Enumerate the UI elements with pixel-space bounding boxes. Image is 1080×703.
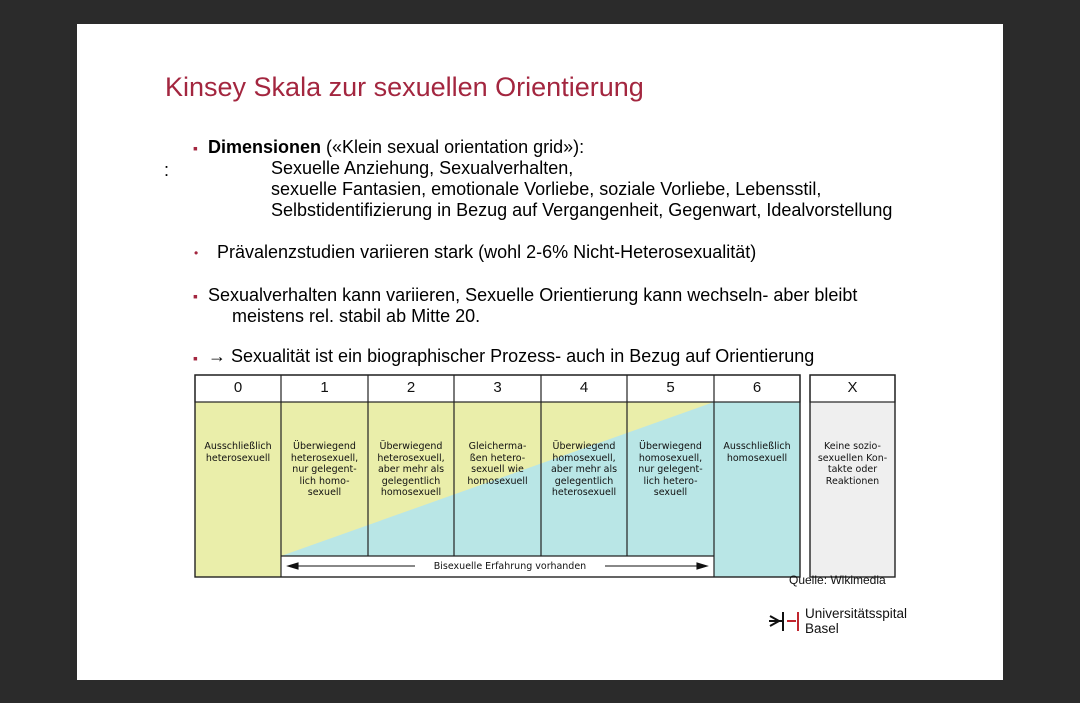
scale-cell-6 — [714, 441, 800, 464]
scale-header-4: 4 — [579, 379, 589, 396]
cell-line: sexuell — [307, 487, 342, 498]
bullet-marker: ▪ — [193, 350, 198, 366]
cell-line: nur gelegent- — [638, 464, 703, 475]
scale-header-1: 1 — [320, 379, 329, 396]
cell-line: sexuell wie — [471, 464, 524, 475]
cell-line: lich homo- — [299, 475, 350, 487]
cell-line: sexuellen Kon- — [817, 452, 888, 464]
cell-line: gelegentlich — [554, 475, 614, 487]
kinsey-scale-table — [194, 374, 896, 578]
bullet-dimensionen — [208, 137, 584, 158]
cell-line: heterosexuell, — [377, 452, 445, 464]
cell-line: Ausschließlich — [204, 441, 272, 452]
cell-line: lich hetero- — [643, 475, 698, 487]
bullet-continuation: meistens rel. stabil ab Mitte 20. — [232, 306, 481, 326]
homo-area-col6 — [714, 402, 800, 577]
slide-title: Kinsey Skala zur sexuellen Orientierung — [165, 72, 644, 102]
scale-cell-0 — [195, 441, 281, 464]
sub-line: Selbstidentifizierung in Bezug auf Vergangenheit, Gegenwart, Idealvorstellung — [271, 200, 893, 220]
cell-line: homosexuell — [380, 487, 442, 498]
hospital-logo — [767, 604, 927, 638]
cell-line: Gleicherma- — [468, 441, 527, 452]
bullet-bold-label: Dimensionen — [208, 137, 322, 157]
cell-line: aber mehr als — [550, 464, 618, 475]
scale-header-x: X — [847, 379, 858, 396]
scale-header-5: 5 — [666, 379, 675, 396]
cell-line: heterosexuell, — [290, 452, 359, 464]
sub-line: sexuelle Fantasien, emotionale Vorliebe, soziale Vorliebe, Lebensstil, — [271, 179, 822, 199]
cell-line: heterosexuell — [551, 487, 617, 498]
cell-line: homosexuell — [726, 452, 788, 464]
none-area — [810, 402, 895, 577]
scale-header-2: 2 — [406, 379, 416, 396]
cell-line: Überwiegend — [639, 441, 702, 452]
bullet-marker: ▪ — [193, 140, 198, 156]
cell-line: Überwiegend — [552, 441, 616, 452]
scale-header-0: 0 — [233, 379, 243, 396]
cell-line: ßen hetero- — [469, 452, 526, 464]
bullet-marker: ▪ — [193, 288, 198, 304]
scale-cell-3 — [454, 441, 541, 487]
sub-line: Sexuelle Anziehung, Sexualverhalten, — [271, 158, 574, 178]
scale-cell-x — [810, 441, 895, 487]
cell-line: sexuell — [653, 487, 688, 498]
scale-cell-5 — [627, 441, 714, 499]
cell-line: gelegentlich — [381, 475, 441, 487]
cell-line: homosexuell, — [638, 452, 703, 464]
scale-cell-4 — [541, 441, 627, 499]
scale-cell-1 — [281, 441, 368, 499]
scale-header-3: 3 — [493, 379, 502, 396]
logo-line-1: Universitätsspital — [805, 606, 908, 621]
usb-logo-icon — [767, 604, 801, 638]
cell-line: Ausschließlich — [723, 441, 791, 452]
cell-line: Reaktionen — [825, 475, 880, 487]
scale-cell-2 — [368, 441, 454, 499]
margin-mark: : — [164, 160, 170, 180]
cell-line: Überwiegend — [379, 441, 443, 452]
cell-line: homosexuell, — [552, 452, 616, 464]
source-caption: Quelle: Wikimedia — [789, 573, 886, 587]
bullet-praevalenz: Prävalenzstudien variieren stark (wohl 2-6% Nicht-Heterosexualität) — [217, 242, 757, 262]
cell-line: aber mehr als — [377, 464, 445, 475]
cell-line: heterosexuell — [205, 452, 271, 464]
cell-line: homosexuell — [467, 475, 528, 487]
bisexual-arrow-label: Bisexuelle Erfahrung vorhanden — [415, 561, 605, 572]
scale-header-6: 6 — [752, 379, 762, 396]
bullet-marker: • — [194, 246, 199, 260]
cell-line: takte oder — [827, 464, 878, 475]
logo-text — [805, 606, 907, 636]
cell-line: Keine sozio- — [824, 441, 881, 452]
cell-line: nur gelegent- — [292, 464, 357, 475]
logo-line-2: Basel — [805, 621, 839, 636]
bullet-prozess: → Sexualität ist ein biographischer Prozess- auch in Bezug auf Orientierung — [208, 346, 815, 366]
bullet-text: («Klein sexual orientation grid»): — [321, 137, 585, 157]
slide — [77, 24, 1003, 680]
bullet-sexualverhalten: Sexualverhalten kann variieren, Sexuelle Orientierung kann wechseln- aber bleibt — [208, 285, 858, 305]
cell-line: Überwiegend — [293, 441, 356, 452]
